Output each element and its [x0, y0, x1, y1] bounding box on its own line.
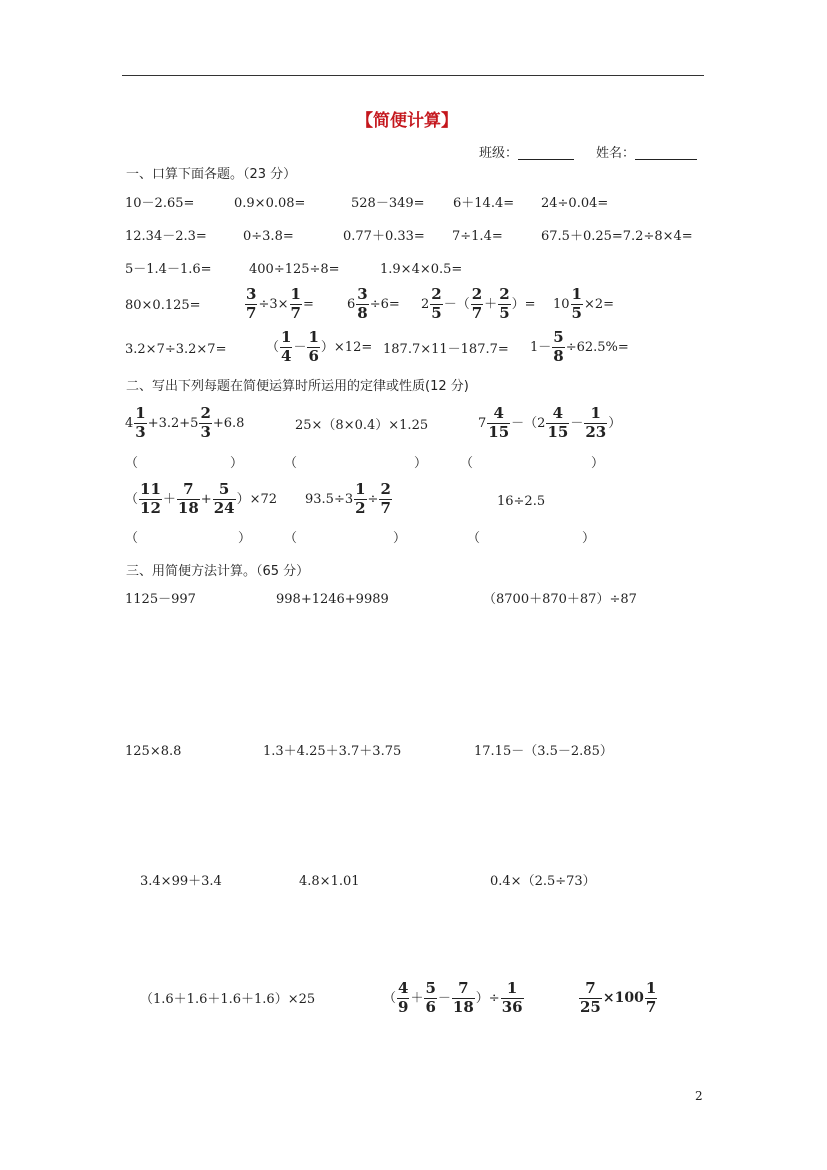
problem: 0.4×（2.5÷73）: [490, 874, 596, 889]
problem: 1125－997: [125, 592, 196, 607]
problem: 16÷2.5: [497, 494, 546, 509]
fraction: $\frac{1}{7}$: [645, 979, 657, 1016]
header-rule: [122, 75, 704, 76]
problem: 17.15－（3.5－2.85）: [474, 744, 613, 759]
answer-close-paren: ）: [230, 456, 244, 471]
fraction: $\frac{1}{36}$: [501, 979, 523, 1016]
problem: 0.9×0.08=: [234, 196, 306, 211]
fraction: $\frac{1}{7}$: [290, 285, 301, 322]
problem: 3.2×7÷3.2×7=: [125, 342, 227, 357]
answer-open-paren: （: [467, 531, 481, 546]
fraction: $\frac{7}{18}$: [177, 480, 199, 517]
problem: （1.6＋1.6＋1.6＋1.6）×25: [140, 992, 316, 1007]
fraction: $\frac{2}{3}$: [200, 404, 211, 441]
fraction: $\frac{7}{18}$: [452, 979, 474, 1016]
problem: 0.77＋0.33=: [343, 229, 425, 244]
problem: 528－349=: [351, 196, 425, 211]
problem: 0÷3.8=: [243, 229, 294, 244]
page-title: 【简便计算】: [356, 111, 458, 131]
fraction: $\frac{5}{24}$: [213, 480, 235, 517]
problem: （8700＋870＋87）÷87: [483, 592, 637, 607]
answer-open-paren: （: [284, 531, 298, 546]
problem: 7÷1.4=: [452, 229, 503, 244]
problem-fraction: $\frac{7}{25}$ ×100 $\frac{1}{7}$: [580, 979, 657, 1016]
answer-close-paren: ）: [582, 531, 596, 546]
fraction: $\frac{5}{6}$: [425, 979, 436, 1016]
problem: 998+1246+9989: [276, 592, 389, 607]
name-label: 姓名：: [596, 146, 636, 161]
page-number: 2: [695, 1089, 703, 1103]
fraction: $\frac{2}{5}$: [499, 285, 510, 322]
problem-fraction: 2 $\frac{2}{5}$ －（ $\frac{2}{7}$ ＋ $\frac{2}{5}$ ）=: [421, 285, 536, 322]
problem-fraction: 10 $\frac{1}{5}$ ×2=: [553, 285, 615, 322]
problem: 67.5＋0.25=7.2÷8×4=: [541, 229, 693, 244]
answer-open-paren: （: [284, 456, 298, 471]
fraction: $\frac{11}{12}$: [140, 480, 161, 517]
fraction: $\frac{4}{15}$: [488, 404, 510, 441]
class-label: 班级：: [479, 146, 519, 161]
section3-heading: 三、用简便方法计算。（65 分）: [126, 564, 310, 579]
problem-fraction: 7 $\frac{4}{15}$ －（2 $\frac{4}{15}$ － $\frac{1}{23}$ ）: [478, 404, 622, 441]
fraction: $\frac{4}{9}$: [398, 979, 409, 1016]
problem-fraction: 6 $\frac{3}{8}$ ÷6=: [347, 285, 400, 322]
problem: 5－1.4－1.6=: [125, 262, 212, 277]
fraction: $\frac{1}{23}$: [585, 404, 607, 441]
fraction: $\frac{1}{3}$: [135, 404, 146, 441]
fraction: $\frac{2}{7}$: [471, 285, 483, 322]
problem: 10－2.65=: [125, 196, 195, 211]
problem: 80×0.125=: [125, 298, 201, 313]
problem: 6＋14.4=: [453, 196, 515, 211]
problem-fraction: 93.5÷3 $\frac{1}{2}$ ÷ $\frac{2}{7}$: [305, 480, 391, 517]
fraction: $\frac{2}{7}$: [380, 480, 391, 517]
problem: 1.3＋4.25＋3.7＋3.75: [263, 744, 402, 759]
problem: 3.4×99＋3.4: [140, 874, 222, 889]
section2-heading: 二、写出下列每题在简便运算时所运用的定律或性质(12 分): [126, 379, 469, 394]
answer-close-paren: ）: [393, 531, 407, 546]
problem-fraction: （ $\frac{4}{9}$ ＋ $\frac{5}{6}$ － $\frac{7}{18}$ ）÷ $\frac{1}{36}$: [383, 979, 523, 1016]
name-field: [596, 147, 697, 160]
answer-close-paren: ）: [414, 456, 428, 471]
problem-fraction: 1－ $\frac{5}{8}$ ÷62.5%=: [530, 328, 629, 365]
problem-fraction: （ $\frac{11}{12}$ ＋ $\frac{7}{18}$ + $\frac{5}{24}$ ）×72: [125, 480, 277, 517]
problem-fraction: 4 $\frac{1}{3}$ +3.2+5 $\frac{2}{3}$ +6.8: [125, 404, 245, 441]
problem: 187.7×11－187.7=: [383, 342, 509, 357]
fraction: $\frac{3}{7}$: [246, 285, 257, 322]
problem: 4.8×1.01: [299, 874, 360, 889]
fraction: $\frac{2}{5}$: [431, 285, 442, 322]
fraction: $\frac{5}{8}$: [553, 328, 564, 365]
class-field: [479, 147, 574, 160]
answer-open-paren: （: [125, 456, 139, 471]
answer-close-paren: ）: [238, 531, 252, 546]
fraction: $\frac{1}{2}$: [355, 480, 366, 517]
answer-open-paren: （: [125, 531, 139, 546]
problem: 24÷0.04=: [541, 196, 609, 211]
problem: 25×（8×0.4）×1.25: [295, 418, 429, 433]
answer-close-paren: ）: [591, 456, 605, 471]
fraction: $\frac{1}{4}$: [281, 328, 292, 365]
fraction: $\frac{7}{25}$: [580, 979, 601, 1016]
problem: 400÷125÷8=: [249, 262, 340, 277]
class-input-line[interactable]: [518, 147, 574, 160]
problem: 125×8.8: [125, 744, 182, 759]
fraction: $\frac{3}{8}$: [357, 285, 368, 322]
section1-heading: 一、口算下面各题。（23 分）: [126, 167, 297, 182]
fraction: $\frac{4}{15}$: [547, 404, 569, 441]
problem-fraction: （ $\frac{1}{4}$ － $\frac{1}{6}$ ）×12=: [266, 328, 373, 365]
problem: 1.9×4×0.5=: [380, 262, 463, 277]
answer-open-paren: （: [460, 456, 474, 471]
problem: 12.34－2.3=: [125, 229, 207, 244]
name-input-line[interactable]: [635, 147, 697, 160]
fraction: $\frac{1}{5}$: [571, 285, 582, 322]
problem-fraction: $\frac{3}{7}$ ÷3× $\frac{1}{7}$ =: [246, 285, 314, 322]
fraction: $\frac{1}{6}$: [308, 328, 319, 365]
